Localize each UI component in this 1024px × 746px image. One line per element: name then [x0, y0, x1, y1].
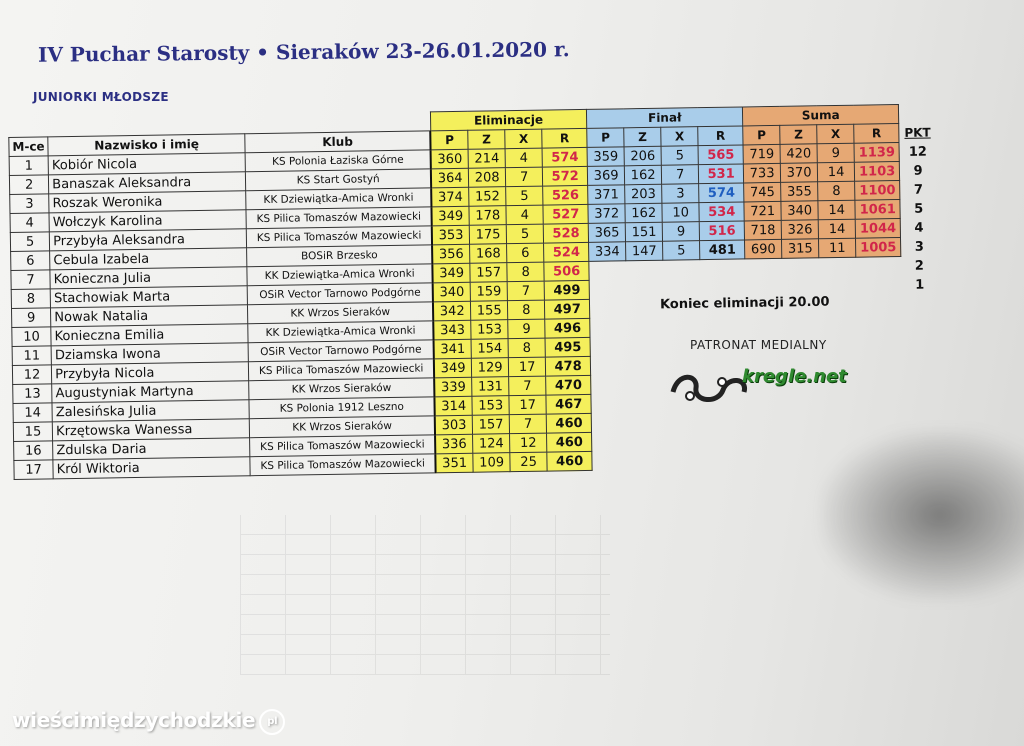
group-suma: Suma: [743, 105, 899, 126]
row-pkt: [903, 389, 940, 409]
sum-r: 1103: [854, 162, 899, 182]
elim-z: 154: [471, 339, 508, 359]
row-club: KK Wrzos Sieraków: [248, 302, 434, 324]
sum-p: 733: [744, 163, 781, 183]
row-club: KS Pilica Tomaszów Mazowiecki: [250, 454, 436, 476]
elim-p: 339: [434, 377, 472, 397]
elim-z: 159: [470, 282, 507, 302]
row-club: KS Start Gostyń: [246, 169, 432, 191]
row-place: 9: [11, 308, 50, 328]
elim-z: 155: [471, 301, 508, 321]
row-name: Nowak Natalia: [51, 305, 248, 327]
col-pkt: PKT: [904, 125, 931, 140]
row-pkt: 2: [914, 258, 925, 274]
site-watermark: [12, 708, 285, 735]
elim-r: 499: [544, 280, 589, 300]
final-x: 5: [663, 241, 700, 261]
row-name: Konieczna Julia: [50, 267, 247, 289]
elim-r: 460: [547, 432, 592, 452]
elim-z: 131: [472, 377, 509, 397]
col-final-r: R: [698, 126, 743, 146]
sum-p: 690: [745, 239, 782, 259]
elim-r: 506: [544, 261, 589, 281]
col-sum-z: Z: [780, 125, 817, 145]
final-p: 334: [589, 242, 626, 262]
bleed-through-table: [240, 515, 610, 675]
col-final-p: P: [587, 128, 624, 148]
elim-z: 178: [469, 206, 506, 226]
row-pkt: 3: [914, 239, 924, 255]
row-club: KK Wrzos Sieraków: [249, 378, 435, 400]
row-club: KK Wrzos Sieraków: [249, 416, 435, 438]
elim-p: 336: [435, 434, 473, 454]
elim-z: 168: [470, 244, 507, 264]
sum-z: 370: [780, 163, 817, 183]
elim-p: 349: [432, 206, 470, 226]
row-pkt: 1: [915, 277, 925, 293]
sum-r: 1005: [856, 237, 901, 257]
row-place: 15: [13, 422, 52, 442]
final-p: 372: [588, 204, 625, 224]
elim-r: 497: [545, 299, 590, 319]
row-name: Wołczyk Karolina: [49, 210, 246, 232]
final-x: 10: [662, 203, 699, 223]
elim-p: 303: [435, 415, 473, 435]
kregle-logo-text: kregle.net: [742, 366, 847, 387]
sum-x: 14: [818, 200, 855, 220]
row-place: 2: [9, 175, 48, 195]
elim-z: 153: [471, 320, 508, 340]
row-club: KS Pilica Tomaszów Mazowiecki: [250, 435, 436, 457]
final-x: 5: [661, 146, 698, 166]
elim-r: 572: [543, 166, 588, 186]
watermark-text: wieścimiędzychodzkie: [12, 708, 256, 732]
row-club: KS Pilica Tomaszów Mazowiecki: [249, 359, 435, 381]
final-x: 9: [662, 222, 699, 242]
row-place: 1: [9, 156, 48, 176]
final-r: 534: [699, 202, 744, 222]
elim-p: 342: [433, 301, 471, 321]
final-p: 369: [588, 166, 625, 186]
final-z: 162: [625, 203, 662, 223]
row-pkt: [903, 408, 940, 428]
elim-p: 349: [434, 358, 472, 378]
final-r: 565: [698, 145, 743, 165]
elim-z: 153: [472, 396, 509, 416]
elim-p: 356: [432, 244, 470, 264]
elim-x: 8: [507, 262, 544, 282]
row-club: KS Polonia 1912 Leszno: [249, 397, 435, 419]
row-place: 13: [13, 384, 52, 404]
final-z: 162: [625, 165, 662, 185]
elim-p: 341: [434, 339, 472, 359]
sum-p: 721: [744, 201, 781, 221]
elim-r: 470: [546, 375, 591, 395]
col-sum-r: R: [854, 124, 899, 144]
row-place: 12: [12, 365, 51, 385]
row-club: KS Pilica Tomaszów Mazowiecki: [246, 207, 432, 229]
elim-r: 478: [546, 356, 591, 376]
elim-r: 467: [546, 394, 591, 414]
col-club: Klub: [245, 131, 431, 153]
row-name: Zdulska Daria: [53, 438, 250, 460]
elim-x: 25: [510, 452, 547, 472]
group-eliminacje: Eliminacje: [430, 109, 587, 130]
row-club: KK Dziewiątka-Amica Wronki: [246, 188, 432, 210]
elim-p: 349: [433, 263, 471, 283]
col-sum-p: P: [743, 125, 780, 145]
row-pkt: 9: [913, 163, 923, 179]
sum-x: 8: [818, 181, 855, 201]
row-name: Król Wiktoria: [53, 457, 250, 479]
elim-x: 4: [506, 205, 543, 225]
row-pkt: [902, 294, 939, 314]
row-pkt: [902, 351, 939, 371]
elim-r: 526: [543, 185, 588, 205]
row-place: 8: [11, 289, 50, 309]
elim-x: 12: [510, 433, 547, 453]
row-club: OSiR Vector Tarnowo Podgórne: [248, 340, 434, 362]
row-place: 10: [12, 327, 51, 347]
elim-r: 460: [547, 451, 592, 471]
row-name: Roszak Weronika: [49, 191, 246, 213]
row-club: KK Dziewiątka-Amica Wronki: [248, 321, 434, 343]
row-pkt: 12: [908, 144, 927, 160]
row-place: 6: [11, 251, 50, 271]
row-name: Kobiór Nicola: [48, 153, 245, 175]
sum-z: 315: [782, 239, 819, 259]
row-club: BOSiR Brzesko: [247, 245, 433, 267]
col-elim-r: R: [542, 128, 587, 148]
elim-r: 574: [542, 147, 587, 167]
final-p: 359: [587, 147, 624, 167]
row-place: 16: [14, 441, 53, 461]
category-subtitle: JUNIORKI MŁODSZE: [33, 90, 169, 104]
elim-x: 4: [505, 148, 542, 168]
sum-x: 11: [819, 238, 856, 258]
col-elim-z: Z: [468, 130, 505, 150]
row-place: 17: [14, 460, 53, 480]
row-pkt: 4: [914, 220, 924, 236]
row-pkt: [902, 332, 939, 352]
final-r: 574: [699, 183, 744, 203]
final-r: 531: [699, 164, 744, 184]
group-final: Finał: [587, 107, 743, 128]
final-z: 151: [625, 222, 662, 242]
elim-x: 7: [507, 281, 544, 301]
elim-z: 214: [468, 149, 505, 169]
elim-z: 208: [469, 168, 506, 188]
row-club: KK Dziewiątka-Amica Wronki: [247, 264, 433, 286]
row-name: Konieczna Emilia: [51, 324, 248, 346]
final-z: 203: [625, 184, 662, 204]
elim-x: 17: [509, 395, 546, 415]
sum-r: 1044: [855, 218, 900, 238]
elim-r: 496: [545, 318, 590, 338]
row-pkt: 7: [913, 182, 924, 198]
sum-p: 745: [744, 182, 781, 202]
sum-p: 719: [743, 144, 780, 164]
col-name: Nazwisko i imię: [48, 134, 245, 156]
row-name: Banaszak Aleksandra: [49, 172, 246, 194]
elim-x: 5: [506, 186, 543, 206]
elim-z: 129: [472, 358, 509, 378]
row-place: 5: [10, 232, 49, 252]
elim-p: 351: [436, 453, 474, 473]
row-name: Zalesińska Julia: [52, 400, 249, 422]
elim-x: 8: [508, 300, 545, 320]
sum-z: 355: [781, 182, 818, 202]
row-pkt: [904, 427, 941, 447]
col-final-x: X: [661, 127, 698, 147]
row-club: OSiR Vector Tarnowo Podgórne: [247, 283, 433, 305]
sum-r: 1100: [855, 181, 900, 201]
row-pkt: [902, 313, 939, 333]
elim-x: 5: [506, 224, 543, 244]
elim-r: 528: [543, 223, 588, 243]
sum-x: 14: [818, 219, 855, 239]
row-pkt: 5: [914, 201, 924, 217]
row-name: Krzętowska Wanessa: [52, 419, 249, 441]
elim-x: 17: [509, 357, 546, 377]
sum-r: 1061: [855, 199, 900, 219]
elim-z: 157: [470, 263, 507, 283]
final-x: 3: [662, 184, 699, 204]
sum-z: 340: [781, 201, 818, 221]
final-z: 147: [626, 241, 663, 261]
sum-p: 718: [744, 220, 781, 240]
row-name: Dziamska Iwona: [51, 343, 248, 365]
final-z: 206: [624, 146, 661, 166]
row-pkt: [904, 446, 941, 466]
col-place: M-ce: [9, 137, 48, 157]
elim-z: 109: [473, 453, 510, 473]
elim-z: 157: [472, 415, 509, 435]
row-club: KS Polonia Łaziska Górne: [245, 150, 431, 172]
elim-z: 152: [469, 187, 506, 207]
row-pkt: [903, 370, 940, 390]
elim-p: 364: [431, 168, 469, 188]
sum-z: 326: [781, 220, 818, 240]
elim-p: 374: [431, 187, 469, 207]
col-sum-x: X: [817, 124, 854, 144]
final-r: 516: [699, 221, 744, 241]
row-place: 7: [11, 270, 50, 290]
elim-x: 8: [508, 338, 545, 358]
final-p: 365: [588, 223, 625, 243]
sum-x: 14: [817, 162, 854, 182]
elim-p: 340: [433, 282, 471, 302]
final-x: 7: [662, 165, 699, 185]
elim-x: 9: [508, 319, 545, 339]
sum-z: 420: [780, 144, 817, 164]
row-name: Augustyniak Martyna: [52, 381, 249, 403]
elim-x: 7: [506, 167, 543, 187]
eliminations-end-note: Koniec eliminacji 20.00: [659, 294, 830, 313]
elim-z: 175: [469, 225, 506, 245]
row-name: Przybyła Aleksandra: [49, 229, 246, 251]
final-p: 371: [588, 185, 625, 205]
elim-x: 7: [509, 414, 546, 434]
row-place: 14: [13, 403, 52, 423]
elim-r: 527: [543, 204, 588, 224]
col-elim-p: P: [430, 130, 468, 150]
document-title: IV Puchar Starosty • Sieraków 23-26.01.2020 r.: [37, 37, 570, 67]
results-sheet: [8, 103, 942, 480]
row-name: Cebula Izabela: [50, 248, 247, 270]
watermark-badge: pl: [259, 709, 285, 735]
elim-p: 314: [435, 396, 473, 416]
row-club: KS Pilica Tomaszów Mazowiecki: [246, 226, 432, 248]
col-elim-x: X: [505, 129, 542, 149]
col-final-z: Z: [624, 127, 661, 147]
elim-x: 6: [507, 243, 544, 263]
elim-p: 360: [431, 149, 469, 169]
row-place: 4: [10, 213, 49, 233]
row-place: 3: [10, 194, 49, 214]
sum-r: 1139: [854, 143, 899, 163]
elim-x: 7: [509, 376, 546, 396]
elim-p: 343: [433, 320, 471, 340]
elim-p: 353: [432, 225, 470, 245]
row-name: Przybyła Nicola: [52, 362, 249, 384]
elim-r: 524: [544, 242, 589, 262]
elim-z: 124: [473, 434, 510, 454]
row-place: 11: [12, 346, 51, 366]
elim-r: 495: [545, 337, 590, 357]
final-r: 481: [700, 240, 745, 260]
media-patronage-label: PATRONAT MEDIALNY: [690, 338, 827, 352]
results-table: [8, 103, 942, 480]
sum-x: 9: [817, 143, 854, 163]
row-name: Stachowiak Marta: [50, 286, 247, 308]
elim-r: 460: [546, 413, 591, 433]
